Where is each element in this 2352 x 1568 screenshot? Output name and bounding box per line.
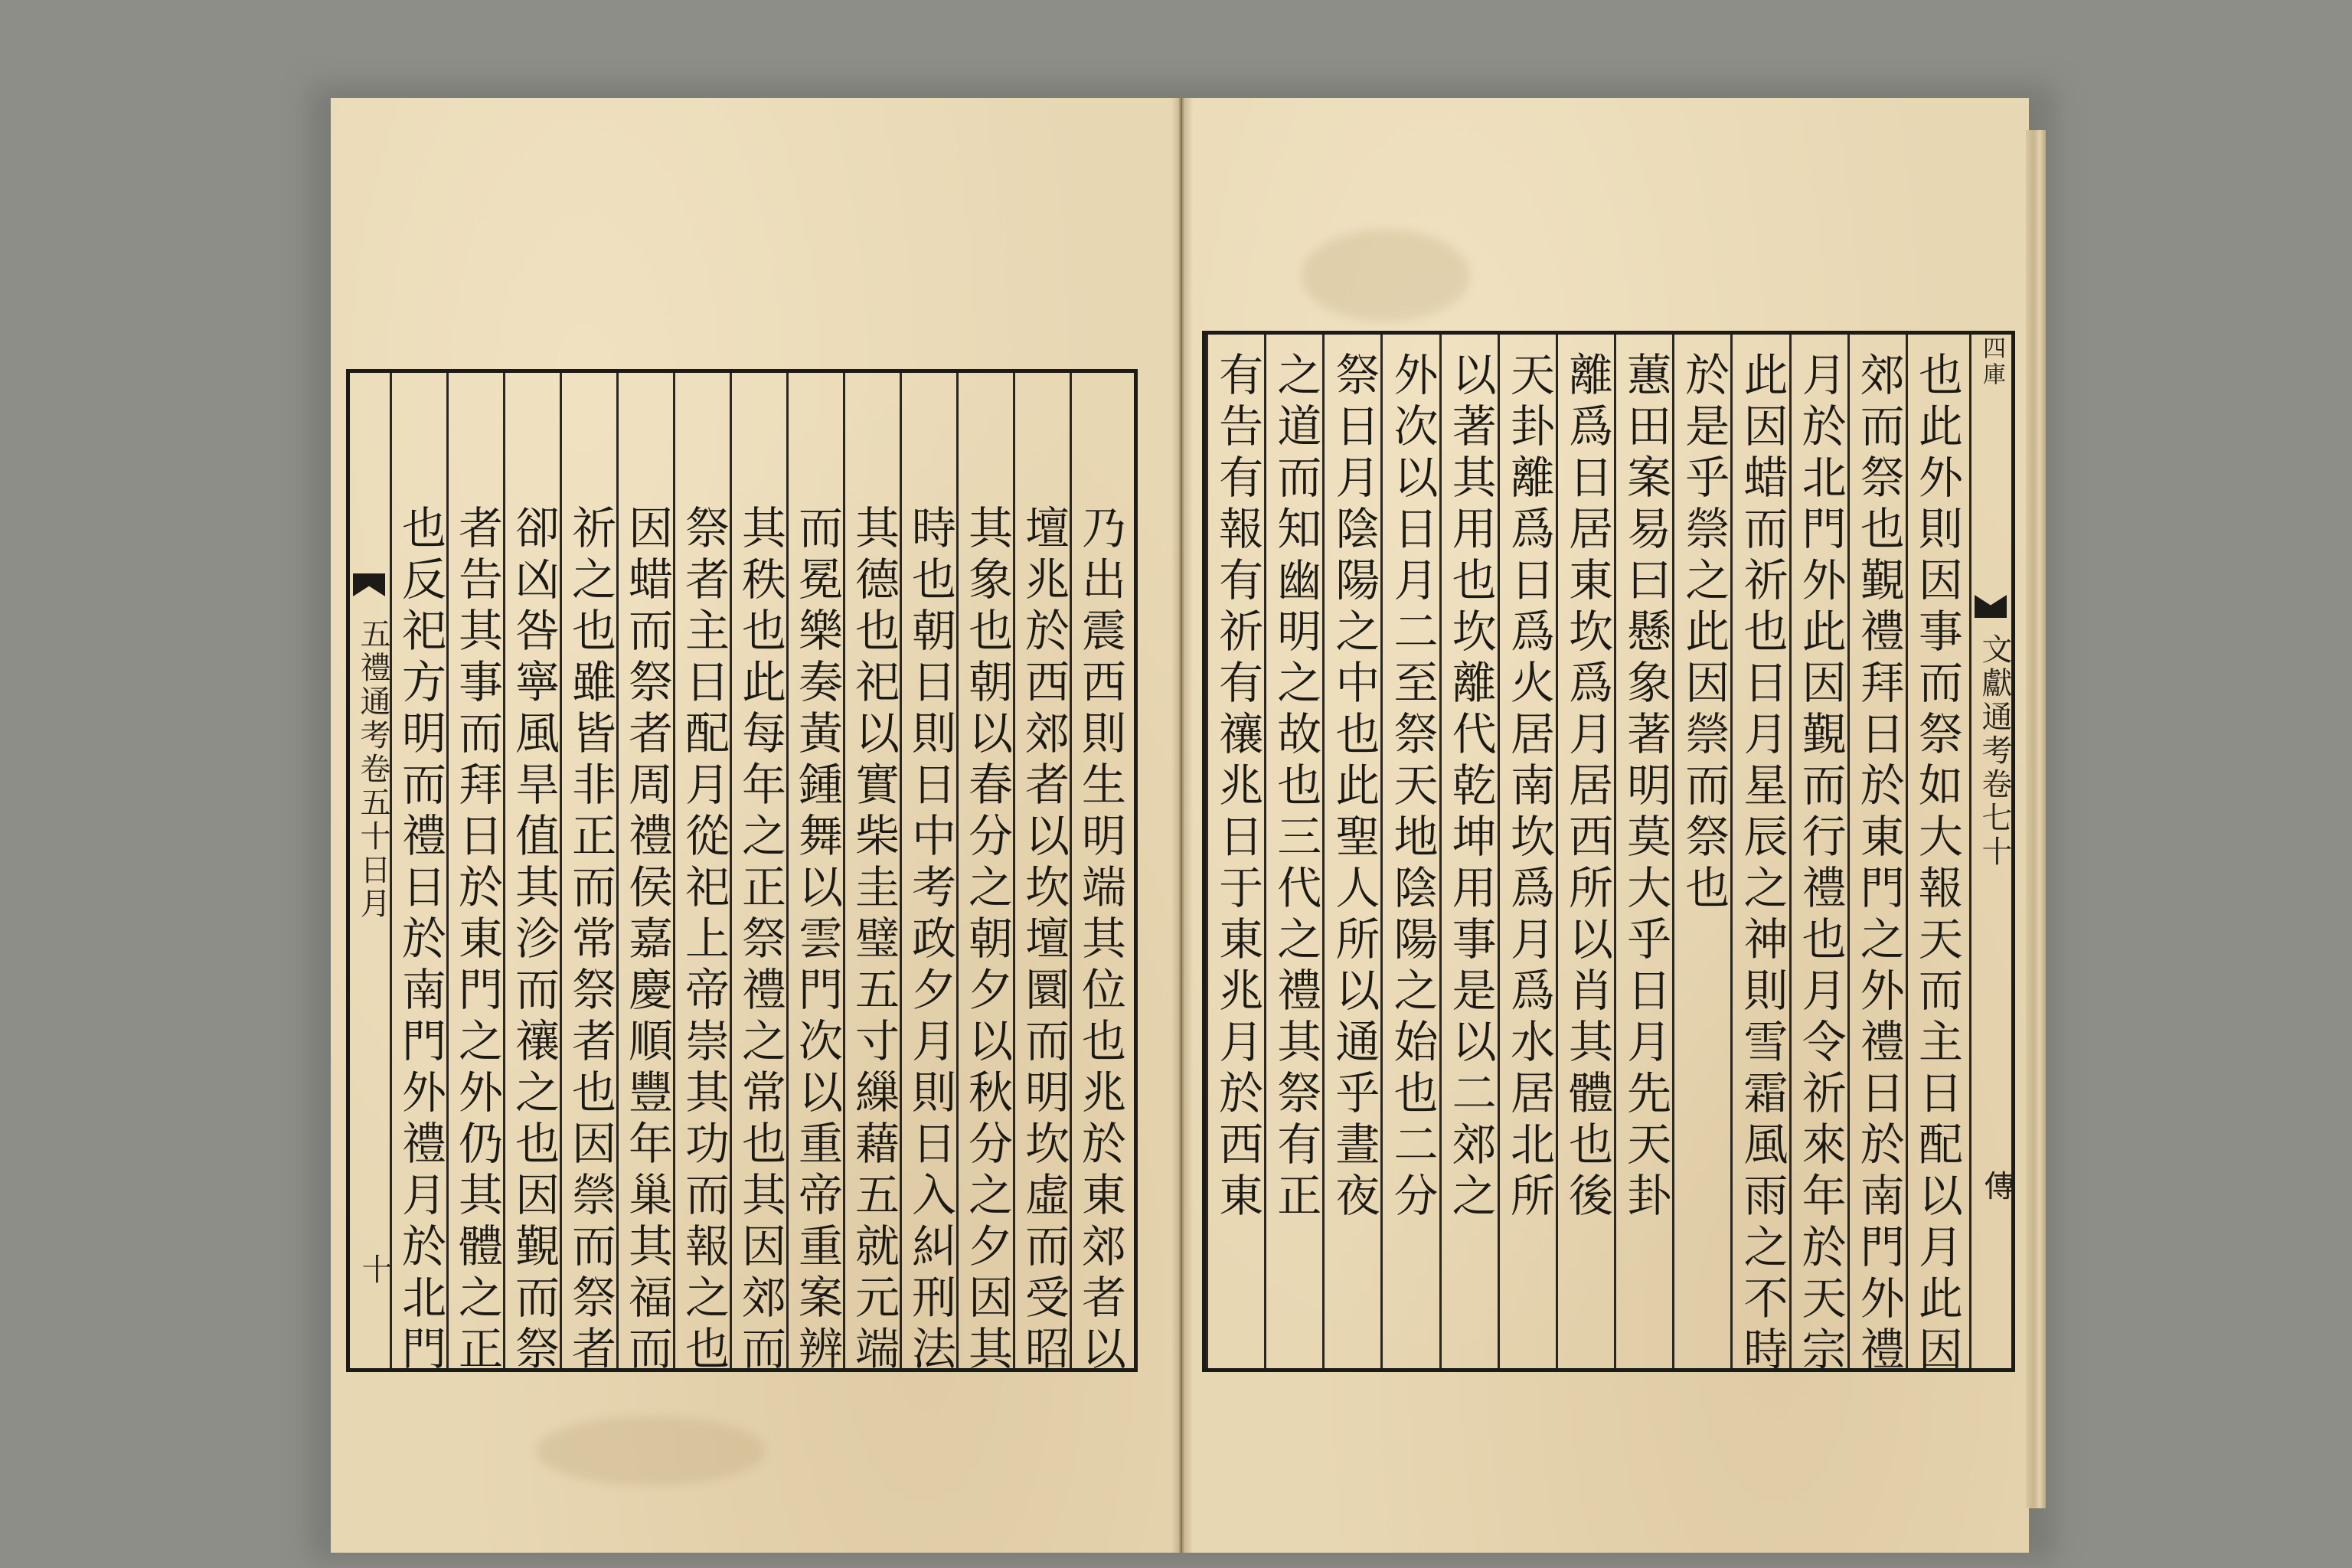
text-column xyxy=(1380,335,1441,1368)
center-strip xyxy=(350,373,392,1368)
column-text: 郊而祭也覲禮拜日於東門之外禮日於南門外禮 xyxy=(1852,351,1905,1377)
text-column xyxy=(956,373,1015,1377)
column-text: 以著其用也坎離代乾坤用事是以二郊之 xyxy=(1444,351,1497,1223)
text-column xyxy=(503,373,562,1377)
right-text-frame xyxy=(1202,331,2015,1377)
text-column xyxy=(1672,335,1733,1368)
right-center-strip xyxy=(1969,335,2014,1368)
column-text: 祈之也雖皆非正而常祭者也因禜而祭者 xyxy=(564,505,616,1377)
column-text: 外次以日月二至祭天地陰陽之始也二分 xyxy=(1386,351,1439,1223)
text-column xyxy=(1789,335,1850,1377)
text-column xyxy=(1070,373,1129,1377)
text-column xyxy=(1906,335,1966,1377)
page-number: 十 xyxy=(357,1253,392,1287)
center-title: 五禮通考卷五十日月 xyxy=(355,618,390,921)
column-text: 此因蜡而祈也日月星辰之神則雪霜風雨之不時 xyxy=(1736,351,1788,1377)
text-column xyxy=(1847,335,1908,1377)
column-text: 也此外則因事而祭如大報天而主日配以月此因 xyxy=(1910,351,1963,1377)
text-column xyxy=(446,373,505,1377)
page-edges xyxy=(2026,130,2046,1508)
left-text-frame xyxy=(346,369,1138,1377)
paper-stain xyxy=(536,1416,766,1485)
column-text: 之道而知幽明之故也三代之禮其祭有正 xyxy=(1269,351,1322,1223)
text-column xyxy=(900,373,959,1377)
column-text: 時也朝日則日中考政夕月則日入糾刑法 xyxy=(904,505,956,1377)
column-text: 壇兆於西郊者以坎壇圜而明坎虛而受昭 xyxy=(1018,505,1070,1377)
column-text: 其秩也此每年之正祭禮之常也其因郊而 xyxy=(734,505,786,1377)
text-column xyxy=(616,373,675,1377)
text-column xyxy=(1264,335,1325,1368)
corner-mark: 四庫 xyxy=(1978,336,2005,388)
text-column xyxy=(843,373,902,1377)
text-column xyxy=(1206,335,1266,1368)
text-column xyxy=(390,373,449,1377)
column-text: 祭日月陰陽之中也此聖人所以通乎晝夜 xyxy=(1328,351,1380,1223)
text-column xyxy=(673,373,732,1377)
column-text: 蕙田案易曰懸象著明莫大乎日月先天卦 xyxy=(1619,351,1672,1223)
book-gutter xyxy=(1171,98,1193,1553)
column-text: 者告其事而拜日於東門之外仍其體之正 xyxy=(451,505,503,1377)
column-text: 其德也祀以實柴圭璧五寸繅藉五就元端 xyxy=(848,505,900,1377)
column-text: 於是乎禜之此因禜而祭也 xyxy=(1677,351,1730,916)
text-column xyxy=(1614,335,1674,1368)
column-text: 其象也朝以春分之朝夕以秋分之夕因其 xyxy=(961,505,1013,1377)
text-column xyxy=(1439,335,1500,1368)
column-text: 也反祀方明而禮日於南門外禮月於北門 xyxy=(394,505,446,1377)
text-column xyxy=(786,373,845,1377)
text-column xyxy=(1013,373,1072,1377)
text-column xyxy=(560,373,619,1377)
column-text: 天卦離爲日爲火居南坎爲月爲水居北所 xyxy=(1502,351,1555,1223)
column-text: 月於北門外此因覲而行禮也月令祈來年於天宗 xyxy=(1794,351,1847,1377)
column-text: 因蜡而祭者周禮侯嘉慶順豐年巢其福而 xyxy=(621,505,673,1377)
column-text: 卻凶咎寧風旱值其沴而禳之也因覲而祭 xyxy=(508,505,560,1377)
text-column xyxy=(1556,335,1616,1368)
column-text: 乃出震西則生明端其位也兆於東郊者以 xyxy=(1074,505,1126,1377)
paper-stain xyxy=(1302,230,1470,322)
text-column xyxy=(1730,335,1791,1377)
column-text: 有告有報有祈有禳兆日于東兆月於西東 xyxy=(1211,351,1264,1223)
column-text: 離爲日居東坎爲月居西所以肖其體也後 xyxy=(1560,351,1613,1223)
text-column xyxy=(1498,335,1558,1368)
fish-tail-mark xyxy=(1975,595,2007,618)
fish-tail-mark xyxy=(353,573,385,596)
column-text: 而冕樂奏黃鍾舞以雲門次以重帝重案辨 xyxy=(791,505,843,1377)
text-column xyxy=(1322,335,1383,1368)
column-text: 祭者主日配月從祀上帝崇其功而報之也 xyxy=(678,505,730,1377)
text-column xyxy=(730,373,789,1377)
margin-note: 𫝊 xyxy=(1979,1169,2014,1203)
right-heading: 文獻通考卷七十 xyxy=(1977,633,2012,869)
